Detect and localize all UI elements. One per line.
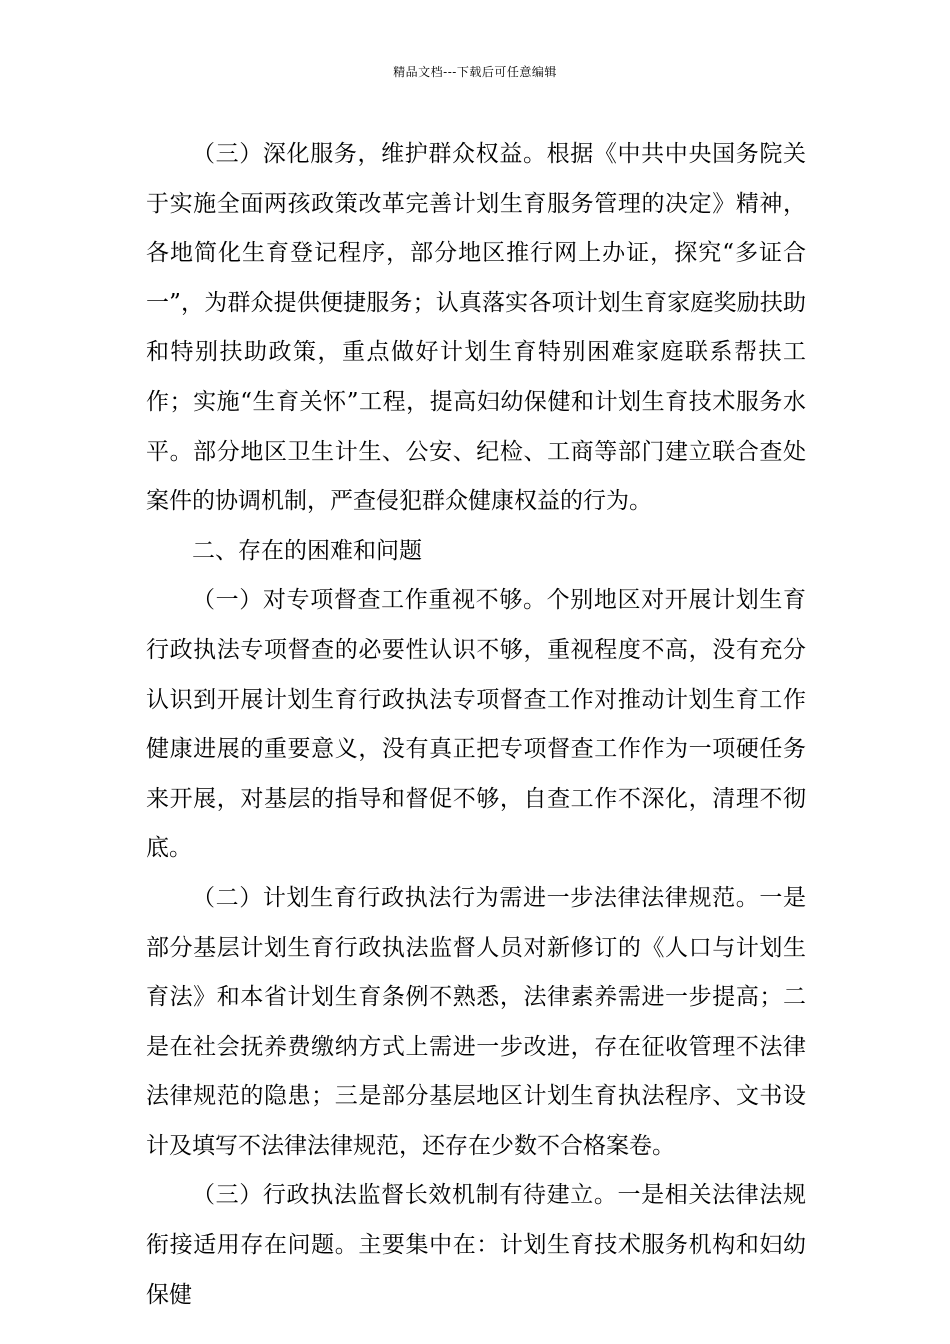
page-header: 精品文档---下载后可任意编辑: [393, 65, 557, 79]
paragraph-problem-3: （三）行政执法监督长效机制有待建立。一是相关法律法规衔接适用存在问题。主要集中在：计划生育技术服务机构和妇幼保健: [146, 1182, 806, 1308]
document-body: [146, 130, 806, 1320]
paragraph-service-rights: （三）深化服务，维护群众权益。根据《中共中央国务院关于实施全面两孩政策改革完善计划生育服务管理的决定》精神，各地简化生育登记程序，部分地区推行网上办证，探究“多证合一”，为群众提供便捷服务；认真落实各项计划生育家庭奖励扶助和特别扶助政策，重点做好计划生育特别困难家庭联系帮扶工作；实施“生育关怀”工程，提高妇幼保健和计划生育技术服务水平。部分地区卫生计生、公安、纪检、工商等部门建立联合查处案件的协调机制，严查侵犯群众健康权益的行为。: [146, 141, 806, 515]
paragraph-problem-1: （一）对专项督查工作重视不够。个别地区对开展计划生育行政执法专项督查的必要性认识不够，重视程度不高，没有充分认识到开展计划生育行政执法专项督查工作对推动计划生育工作健康进展的重要意义，没有真正把专项督查工作作为一项硬任务来开展，对基层的指导和督促不够，自查工作不深化，清理不彻底。: [146, 587, 806, 862]
paragraph-problem-2: （二）计划生育行政执法行为需进一步法律法律规范。一是部分基层计划生育行政执法监督人员对新修订的《人口与计划生育法》和本省计划生育条例不熟悉，法律素养需进一步提高；二是在社会抚养费缴纳方式上需进一步改进，存在征收管理不法律法律规范的隐患；三是部分基层地区计划生育执法程序、文书设计及填写不法律法律规范，还存在少数不合格案卷。: [146, 884, 806, 1159]
section-heading-problems: 二、存在的困难和问题: [192, 537, 422, 564]
